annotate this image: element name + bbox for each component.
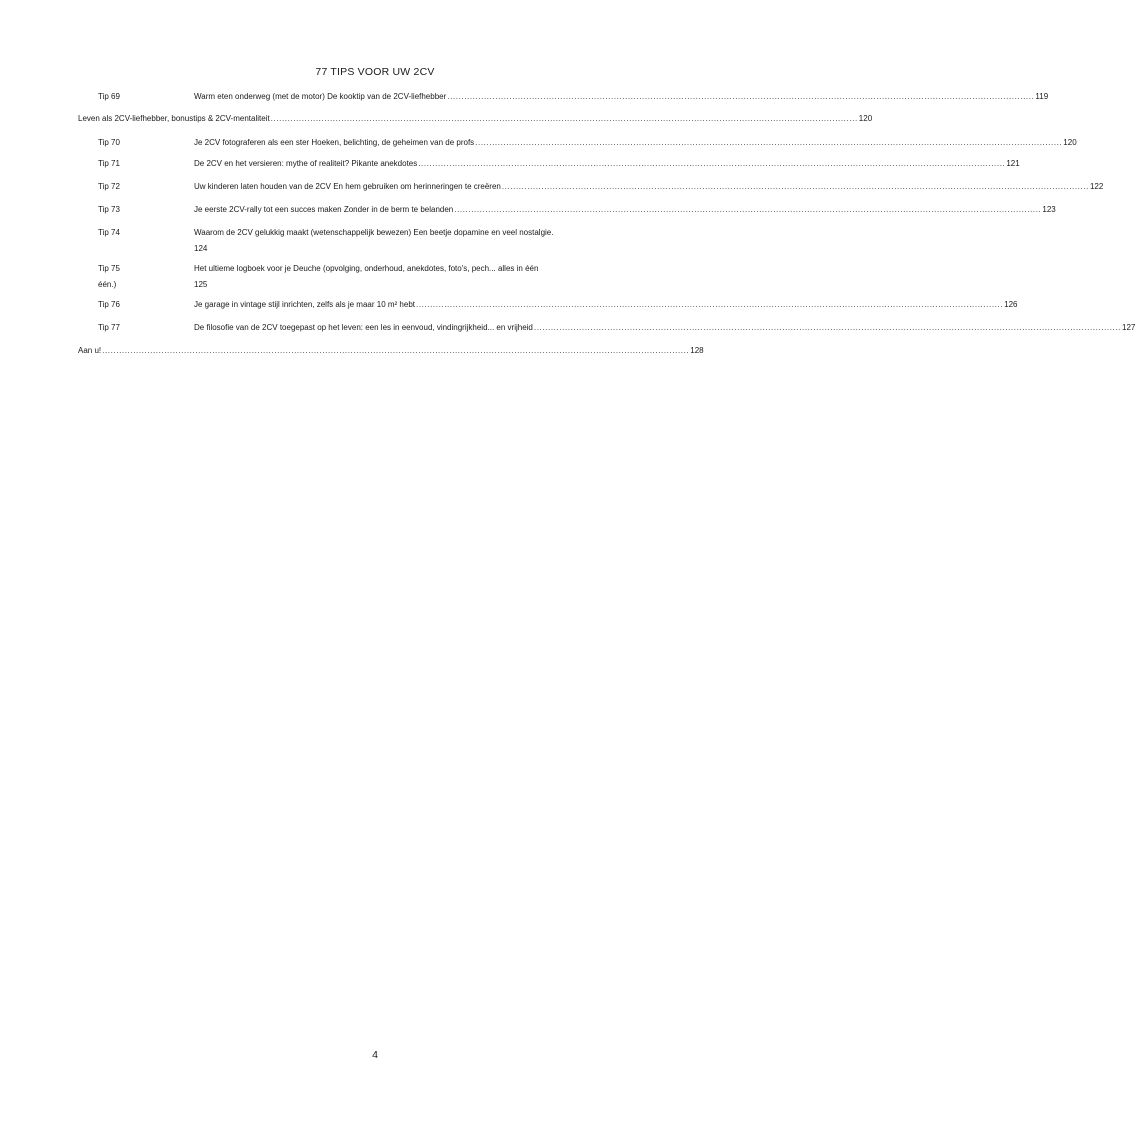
toc-section-title: Aan u! [78,346,102,355]
toc-page-number: 122 [1089,182,1104,191]
toc-entry-title: De filosofie van de 2CV toegepast op het leven: een les in eenvoud, vindingrijkheid... en vrijheid [194,323,533,332]
toc-entry-title: Waarom de 2CV gelukkig maakt (wetenschappelijk bewezen) Een beetje dopamine en veel nostalgie. [194,228,554,237]
toc-page-number: 126 [1004,300,1018,309]
dot-leader: ................................................................................................................................................................................................................ [416,300,1004,309]
toc-tip-label: Tip 74 [98,228,120,237]
toc-page-number: 120 [858,114,873,123]
toc-tip-label: Tip 70 [98,138,120,147]
toc-tip-label: Tip 73 [98,205,120,214]
toc-page-number: 120 [1063,138,1077,147]
toc-entry-title: Het ultieme logboek voor je Deuche (opvolging, onderhoud, anekdotes, foto's, pech... alles in één [194,264,539,273]
toc-tip-label: Tip 76 [98,300,120,309]
dot-leader: ................................................................................................................................................................................................................ [447,92,1035,101]
page-header: 77 TIPS VOOR UW 2CV [315,66,435,78]
toc-tip-label: Tip 69 [98,92,120,101]
dot-leader: ................................................................................................................................................................................................................ [418,159,1006,168]
toc-tip-label: Tip 71 [98,159,120,168]
dot-leader: ................................................................................................................................................................................................................ [533,323,1122,332]
toc-section-leven-als-2cv-liefhebber[interactable] [78,111,873,127]
toc-page-number: 123 [1042,205,1056,214]
toc-page-number: 128 [690,346,704,355]
dot-leader: ................................................................................................................................................................................................................ [475,138,1063,147]
dot-leader: ................................................................................................................................................................................................................ [454,205,1042,214]
toc-tip-label-continuation: één.) [98,280,117,289]
toc-tip-label: Tip 77 [98,323,120,332]
page-number: 4 [372,1049,378,1061]
toc-tip-label: Tip 75 [98,264,120,273]
toc-entry-title: De 2CV en het versieren: mythe of realiteit? Pikante anekdotes [194,159,418,168]
toc-entry-title: Je garage in vintage stijl inrichten, zelfs als je maar 10 m² hebt [194,300,415,309]
dot-leader: ................................................................................................................................................................................................................ [501,182,1089,191]
dot-leader: ................................................................................................................................................................................................................ [270,114,858,123]
dot-leader: ................................................................................................................................................................................................................ [102,346,690,355]
toc-page-number: 125 [194,280,208,289]
toc-entry-title: Je eerste 2CV-rally tot een succes maken Zonder in de berm te belanden [194,205,454,214]
toc-page-number: 124 [194,244,208,253]
toc-section-aan-u[interactable] [78,343,704,359]
toc-entry-title: Je 2CV fotograferen als een ster Hoeken, belichting, de geheimen van de profs [194,138,475,147]
toc-tip-label: Tip 72 [98,182,120,191]
toc-page-number: 121 [1006,159,1020,168]
toc-page-number: 119 [1035,92,1049,101]
toc-entry-title: Warm eten onderweg (met de motor) De kooktip van de 2CV-liefhebber [194,92,447,101]
toc-page-number: 127 [1122,323,1135,332]
toc-entry-title: Uw kinderen laten houden van de 2CV En hem gebruiken om herinneringen te creëren [194,182,501,191]
toc-section-title: Leven als 2CV-liefhebber, bonustips & 2CV-mentaliteit [78,114,270,123]
